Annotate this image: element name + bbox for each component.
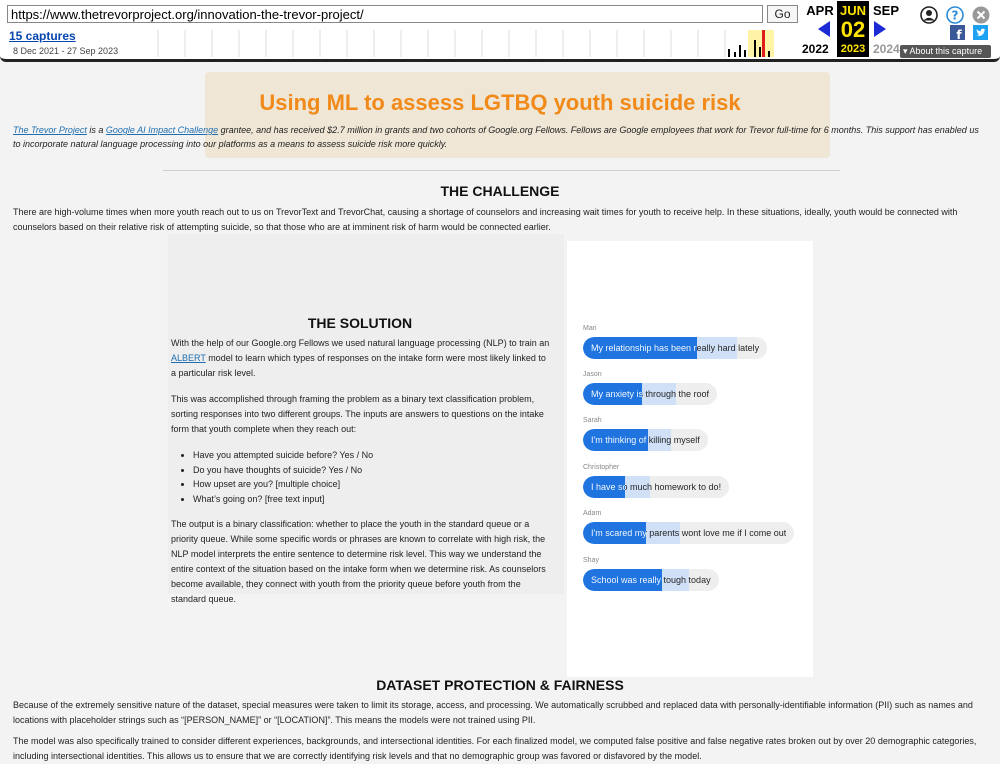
prev-month-label[interactable]: APR: [806, 3, 834, 18]
chat-bubble: I have so much homework to do!: [583, 476, 729, 498]
captures-link[interactable]: 15 captures: [9, 29, 76, 43]
list-item: • Do you have thoughts of suicide? Yes / No: [193, 463, 551, 478]
chat-example: [583, 325, 767, 364]
prev-year-label[interactable]: 2022: [802, 42, 829, 56]
current-year-label: 2023: [840, 43, 866, 55]
chat-sender-name: Christopher: [583, 464, 620, 471]
go-button[interactable]: Go: [767, 5, 798, 23]
page-title: Using ML to assess LGTBQ youth suicide risk: [259, 90, 741, 115]
intro-text-1: is a: [86, 125, 106, 135]
dataset-paragraph-2: The model was also specifically trained to consider different experiences, backgrounds, and intersectional identities. For each finalized model, we computed false positive and false negative rates broken out by over 20 demographic categories, including intersectional identities. This allows us to ensure that we are correctly identifying risk levels and that no demographic group was favored or disfavored by the model.: [13, 736, 977, 761]
wayback-toolbar: [0, 0, 1000, 62]
solution-body: [171, 336, 551, 618]
chat-sender-name: Sarah: [583, 417, 602, 424]
url-input[interactable]: [7, 5, 763, 23]
solution-paragraph-3: The output is a binary classification: whether to place the youth in the standard queue or a priority queue. While some specific words or phrases are known to correlate with high risk, the NLP model interprets the entire sentence to determine risk level. This way we understand the entire context of the situation based on the intake form when we determine risk. As counselors become available, they connect with youth from the priority queue before youth from the standard queue.: [171, 519, 546, 604]
challenge-heading: THE CHALLENGE: [440, 183, 560, 199]
next-year-label[interactable]: 2024: [873, 42, 900, 56]
section-divider: [163, 170, 840, 171]
chat-sender-name: Mari: [583, 325, 597, 332]
list-item: • What’s going on? [free text input]: [193, 492, 551, 507]
chat-bubble: My relationship has been really hard lately: [583, 337, 767, 359]
dataset-heading: DATASET PROTECTION & FAIRNESS: [376, 677, 624, 693]
solution-p1-text: With the help of our Google.org Fellows we used natural language processing (NLP) to train an: [171, 338, 550, 348]
list-item: • How upset are you? [multiple choice]: [193, 477, 551, 492]
chat-bubble: School was really tough today: [583, 569, 719, 591]
dataset-paragraph-1: Because of the extremely sensitive nature of the dataset, special measures were taken to limit its storage, access, and processing. We automatically scrubbed and replaced data with personally-identifiable information (PII) such as names and locations with placeholder strings such as “[PERSON_NAME]” or “[LOCATION]”. This means the models were not trained using PII.: [13, 700, 973, 725]
current-month-label: JUN: [839, 3, 866, 18]
user-icon[interactable]: [920, 6, 938, 24]
chat-sender-name: Adam: [583, 510, 602, 517]
albert-link[interactable]: ALBERT: [171, 353, 206, 363]
next-capture-arrow-icon[interactable]: [874, 21, 886, 37]
chat-example: [583, 510, 794, 549]
chat-examples-panel: [567, 241, 813, 677]
chat-example: [583, 371, 717, 410]
dataset-body: [13, 698, 991, 764]
challenge-paragraph: There are high-volume times when more youth reach out to us on TrevorText and TrevorChat, causing a shortage of counselors and increasing wait times for youth to receive help. In these situations, ideally, youth would be connected with counselors based on their relative risk of attempting suicide, so that those who are at imminent risk of harm would be connected earlier.: [13, 207, 958, 232]
solution-paragraph-2: This was accomplished through framing the problem as a binary text classification problem, sorting responses into two different groups. The inputs are answers to questions on the intake form that youth complete when they reach out:: [171, 394, 544, 434]
about-capture-button[interactable]: ▾ About this capture: [900, 45, 991, 58]
chat-example: [583, 417, 708, 456]
capture-sparkline[interactable]: [130, 30, 775, 57]
solution-heading: THE SOLUTION: [307, 315, 413, 331]
help-icon[interactable]: [946, 6, 964, 24]
ai-impact-challenge-link[interactable]: Google AI Impact Challenge: [105, 125, 219, 135]
close-icon[interactable]: [972, 6, 990, 24]
solution-p1-text-after: model to learn which types of responses on the intake form were most likely linked to a particular risk level.: [171, 353, 546, 378]
page-content: [0, 62, 1000, 764]
chat-bubble: I'm thinking of killing myself: [583, 429, 708, 451]
intro-paragraph: [13, 123, 988, 151]
trevor-project-link[interactable]: The Trevor Project: [13, 125, 87, 135]
intake-questions-list: [193, 448, 551, 506]
intro-text-2: grantee, and has received $2.7 million in grants and two cohorts of Google.org Fellows. Fellows are Google employees that work for Trevor full-time for 6 months. This support has enabled us to incorporate natural language processing into our platforms as a means to assess suicide risk more quickly.: [13, 125, 979, 149]
about-capture-label: About this capture: [909, 46, 983, 56]
current-day-label: 02: [840, 17, 866, 42]
chat-sender-name: Shay: [583, 557, 599, 564]
capture-date-range: 8 Dec 2021 - 27 Sep 2023: [13, 46, 119, 56]
chat-sender-name: Jason: [583, 371, 602, 378]
chat-bubble: I'm scared my parents wont love me if I come out: [583, 522, 794, 544]
chat-bubble: My anxiety is through the roof: [583, 383, 717, 405]
next-month-label[interactable]: SEP: [872, 3, 899, 18]
prev-capture-arrow-icon[interactable]: [818, 21, 830, 37]
chat-example: [583, 557, 719, 596]
list-item: • Have you attempted suicide before? Yes / No: [193, 448, 551, 463]
facebook-icon[interactable]: [950, 25, 965, 40]
chat-example: [583, 464, 729, 503]
svg-text:f: f: [956, 28, 962, 40]
svg-text:?: ?: [951, 8, 959, 23]
twitter-icon[interactable]: [973, 25, 988, 40]
solution-paragraph-1: [171, 336, 551, 381]
